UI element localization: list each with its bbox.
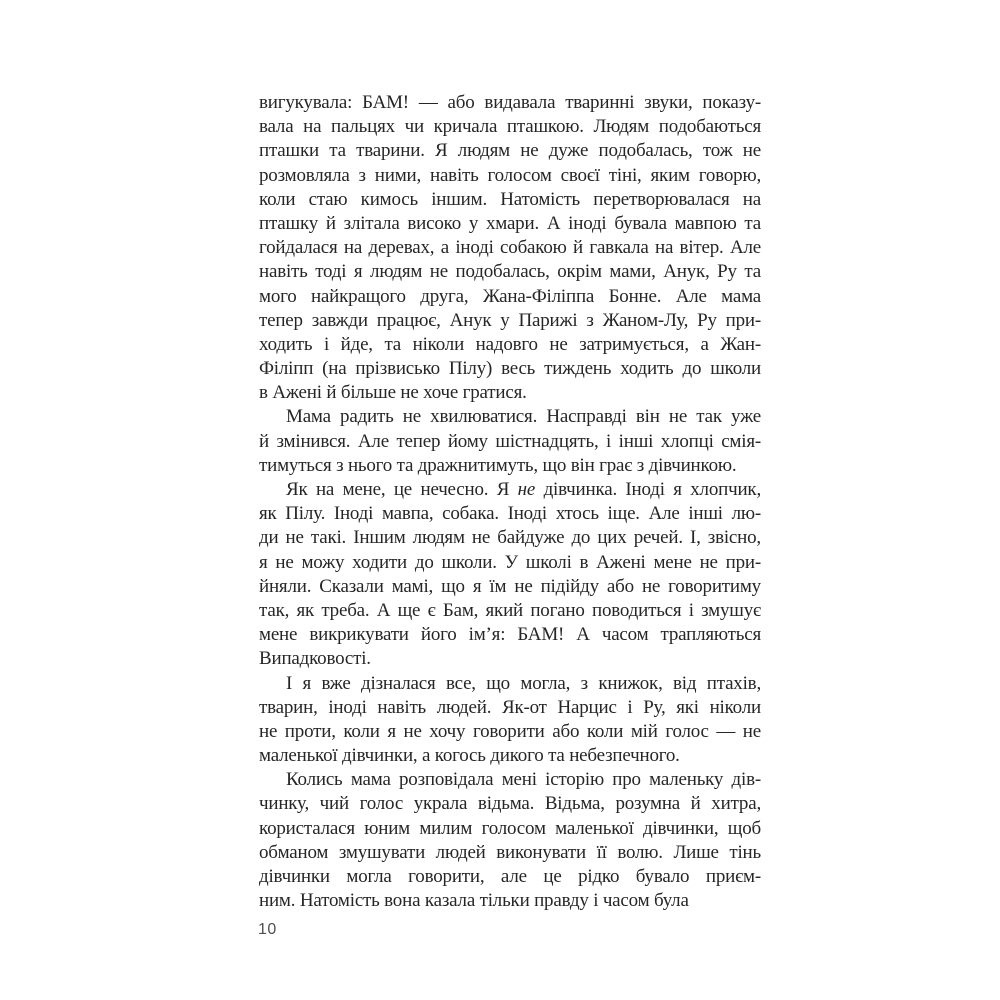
- text-line: Філіпп (на прізвисько Пілу) весь тиждень ходить до школи: [259, 358, 761, 380]
- text-line: мене викрикувати його ім’я: БАМ! А часом трапляються: [259, 624, 761, 646]
- text-line: користалася юним милим голосом маленької дівчинки, щоб: [259, 817, 761, 839]
- paragraph: [259, 405, 761, 478]
- text-line: тварин, іноді навіть людей. Як-от Нарцис і Ру, які ніколи: [259, 696, 761, 718]
- text-line: навіть тоді я людям не подобалась, окрім мами, Анук, Ру та: [259, 261, 761, 283]
- text-line: обманом змушувати людей виконувати її волю. Лише тінь: [259, 841, 761, 863]
- page-text: [259, 91, 761, 913]
- text-line: Випадковості.: [259, 648, 371, 670]
- text-line: чинку, чий голос украла відьма. Відьма, розумна й хитра,: [259, 793, 761, 815]
- text-line: Як на мене, це нечесно. Я не дівчинка. Іноді я хлопчик,: [286, 479, 761, 500]
- text-line: як Пілу. Іноді мавпа, собака. Іноді хтось іще. Але інші лю-: [259, 503, 761, 525]
- text-line: маленької дівчинки, а когось дикого та небезпечного.: [259, 745, 680, 767]
- text-line: я не можу ходити до школи. У школі в Ажені мене не при-: [259, 551, 761, 573]
- text-line: в Ажені й більше не хоче гратися.: [259, 382, 527, 404]
- paragraph: [259, 478, 761, 672]
- text-line: тепер завжди працює, Анук у Парижі з Жаном-Лу, Ру при-: [259, 309, 761, 331]
- text-line: не проти, коли я не хочу говорити або коли мій голос — не: [259, 720, 761, 742]
- text-line: тимуться з нього та дражнитимуть, що він грає з дівчинкою.: [259, 454, 737, 476]
- text-line: вигукувала: БАМ! — або видавала тваринні звуки, показу-: [259, 92, 761, 113]
- page-number: 10: [258, 921, 277, 938]
- text-line: так, як треба. А ще є Бам, який погано поводиться і змушує: [259, 599, 761, 621]
- text-line: Мама радить не хвилюватися. Насправді він не так уже: [286, 406, 761, 428]
- text-line: ходить і йде, та ніколи надовго не затримується, а Жан-: [259, 333, 761, 355]
- text-line: гойдалася на деревах, а іноді собакою й гавкала на вітер. Але: [259, 237, 761, 259]
- text-line: І я вже дізналася все, що могла, з книжок, від птахів,: [286, 672, 761, 694]
- text-line: йняли. Сказали мамі, що я їм не підійду або не говоритиму: [259, 575, 761, 597]
- text-line: ди не такі. Іншим людям не байдуже до цих речей. І, звісно,: [259, 527, 761, 549]
- text-line: Колись мама розповідала мені історію про маленьку дів-: [286, 769, 761, 791]
- text-line: ним. Натомість вона казала тільки правду і часом була: [259, 890, 689, 912]
- paragraph: [259, 768, 761, 913]
- text-line: пташку й злітала високо у хмари. А іноді бувала мавпою та: [259, 212, 761, 234]
- text-line: пташки та тварини. Я людям не дуже подобалась, тож не: [259, 140, 761, 162]
- text-line: вала на пальцях чи кричала пташкою. Людям подобаються: [259, 116, 761, 138]
- text-line: мого найкращого друга, Жана-Філіппа Бонне. Але мама: [259, 285, 761, 307]
- paragraph: [259, 672, 761, 769]
- text-line: коли стаю кимось іншим. Натомість перетворювалася на: [259, 188, 761, 210]
- text-line: й змінився. Але тепер йому шістнадцять, і інші хлопці смія-: [259, 430, 761, 452]
- text-line: дівчинки могла говорити, але це рідко бувало приєм-: [259, 866, 761, 887]
- paragraph: [259, 91, 761, 405]
- text-line: розмовляла з ними, навіть голосом своєї тіні, яким говорю,: [259, 164, 761, 186]
